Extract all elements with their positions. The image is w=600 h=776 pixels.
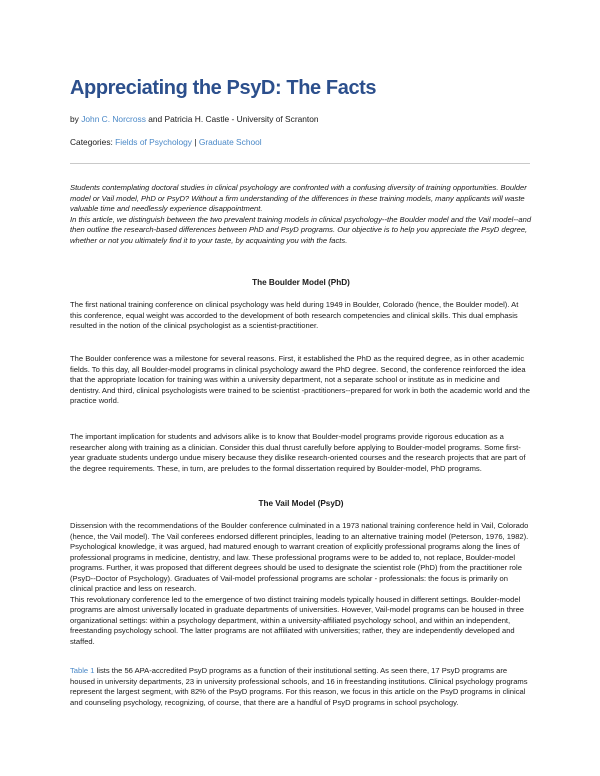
category-link-graduate-school[interactable]: Graduate School [198,137,262,147]
byline-prefix: by [70,114,82,124]
vail-paragraph-2-text: lists the 56 APA-accredited PsyD programs as a function of their institutional setting. As seen there, 17 PsyD programs are housed in university departments, 23 in university professional schools, and 16 in freestanding institutions. Clinical psychology programs represent the largest segment, with 82% of the PsyD programs. For this reason, we focus in this article on the PsyD programs in clinical and counseling psychology, recognizing, of course, that there are a handful of PsyD programs in school psychology. [70,666,528,707]
categories-label: Categories: [70,137,116,147]
intro-paragraph: Students contemplating doctoral studies in clinical psychology are confronted with a confusing diversity of training opportunities. Boulder model or Vail model, PhD or PsyD? Without a firm understanding of the differences in these training models, many applicants will waste valuable time and needlessly experience disappointment. In this article, we distinguish between the two prevalent training models in clinical psychology--the Boulder model and the Vail model--and then outline the research-based differences between PhD and PsyD programs. Our objective is to help you appreciate the PsyD degree, whether or not you ultimately find it to your taste, by acquainting you with the facts. [70,183,532,245]
category-separator: | [191,137,199,147]
section-heading-vail: The Vail Model (PsyD) [258,499,344,508]
divider [70,163,530,164]
category-link-fields-of-psychology[interactable]: Fields of Psychology [115,137,192,147]
boulder-paragraph-2: The Boulder conference was a milestone for several reasons. First, it established the PhD as the required degree, as in other academic fields. To this day, all Boulder-model programs in clinical psychology award the PhD degree. Second, the conference reinforced the idea that the appropriate location for training was within a university department, not a separate school or institute as in medicine and dentistry. And third, clinical psychologists were trained to be scientist -practitioners--prepared for work in both the academic world and the practice world. [70,354,530,405]
byline [70,114,319,124]
author-link[interactable]: John C. Norcross [81,114,146,124]
page-title: Appreciating the PsyD: The Facts [70,77,377,99]
section-heading-boulder: The Boulder Model (PhD) [252,278,350,287]
categories [70,137,262,147]
boulder-paragraph-1: The first national training conference on clinical psychology was held during 1949 in Boulder, Colorado (hence, the Boulder model). At this conference, equal weight was accorded to the development of both research competencies and clinical skills. This dual emphasis resulted in the notion of the clinical psychologist as a scientist-practitioner. [70,300,519,330]
vail-paragraph-2 [70,666,532,708]
vail-paragraph-1: Dissension with the recommendations of the Boulder conference culminated in a 1973 national training conference held in Vail, Colorado (hence, the Vail model). The Vail conferees endorsed different principles, leading to an alternative training model (Peterson, 1976, 1982). Psychological knowledge, it was argued, had matured enough to warrant creation of explicitly professional programs along the lines of professional programs in medicine, dentistry, and law. These professional programs were to be added to, not replace, Boulder-model programs. Further, it was proposed that different degrees should be used to designate the scientist role (PhD) from the practitioner role (PsyD--Doctor of Psychology). Graduates of Vail-model professional programs are scholar - professionals: the focus is primarily on clinical practice and less on research. This revolutionary conference led to the emergence of two distinct training models typically housed in different settings. Boulder-model programs are almost universally located in graduate departments of universities. However, Vail-model programs can be housed in three organizational settings: within a psychology department, within a university-affiliated psychology school, and within an independent, freestanding psychology school. The latter programs are not affiliated with universities; rather, they are independently developed and staffed. [70,521,529,646]
byline-rest: and Patricia H. Castle - University of Scranton [145,114,319,124]
boulder-paragraph-3: The important implication for students and advisors alike is to know that Boulder-model programs provide rigorous education as a researcher along with training as a clinician. Consider this dual thrust carefully before applying to Boulder-model programs. Some first-year graduate students undergo undue misery because they dislike research-oriented courses and the research projects that are part of the degree requirements. These, in turn, are preludes to the formal dissertation required by Boulder-model, PhD programs. [70,432,526,473]
table-1-link[interactable]: Table 1 [70,666,95,675]
